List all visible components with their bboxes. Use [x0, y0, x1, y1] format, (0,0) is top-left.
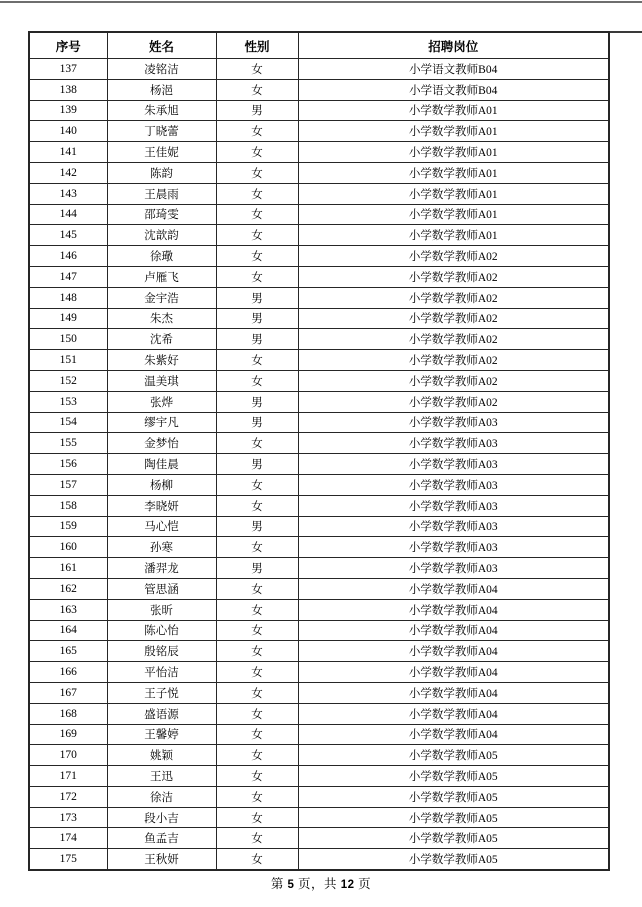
- cell-position: 小学数学教师A03: [298, 412, 609, 433]
- cell-position: 小学数学教师A05: [298, 745, 609, 766]
- table-row: [29, 204, 609, 225]
- table-row: [29, 308, 609, 329]
- cell-gender: 女: [216, 599, 298, 620]
- cell-position: 小学数学教师A03: [298, 433, 609, 454]
- cell-index: 174: [29, 828, 107, 849]
- cell-name: 沈希: [107, 329, 216, 350]
- table-row: [29, 433, 609, 454]
- cell-index: 148: [29, 287, 107, 308]
- cell-index: 170: [29, 745, 107, 766]
- cell-index: 172: [29, 786, 107, 807]
- cell-gender: 女: [216, 537, 298, 558]
- cell-gender: 男: [216, 454, 298, 475]
- cell-name: 徐璥: [107, 246, 216, 267]
- cell-index: 167: [29, 682, 107, 703]
- cell-index: 156: [29, 454, 107, 475]
- cell-gender: 女: [216, 828, 298, 849]
- cell-position: 小学数学教师A05: [298, 828, 609, 849]
- cell-name: 殷铭辰: [107, 641, 216, 662]
- cell-gender: 女: [216, 682, 298, 703]
- cell-index: 173: [29, 807, 107, 828]
- cell-gender: 女: [216, 495, 298, 516]
- cell-name: 杨浥: [107, 79, 216, 100]
- table-row: [29, 599, 609, 620]
- cell-position: 小学数学教师A01: [298, 225, 609, 246]
- table-row: [29, 59, 609, 80]
- table-row: [29, 412, 609, 433]
- cell-index: 141: [29, 142, 107, 163]
- table-row: [29, 703, 609, 724]
- cell-position: 小学数学教师A01: [298, 204, 609, 225]
- table-row: [29, 121, 609, 142]
- table-row: [29, 724, 609, 745]
- cell-position: 小学数学教师A03: [298, 495, 609, 516]
- cell-index: 137: [29, 59, 107, 80]
- footer-text-prefix: 第: [270, 877, 288, 891]
- cell-gender: 男: [216, 558, 298, 579]
- cell-name: 鱼孟吉: [107, 828, 216, 849]
- table-row: [29, 225, 609, 246]
- footer-text-suffix: 页: [354, 877, 372, 891]
- cell-name: 缪宇凡: [107, 412, 216, 433]
- table-row: [29, 474, 609, 495]
- cell-gender: 男: [216, 391, 298, 412]
- cell-gender: 男: [216, 287, 298, 308]
- cell-name: 盛语源: [107, 703, 216, 724]
- cell-gender: 女: [216, 142, 298, 163]
- cell-position: 小学数学教师A01: [298, 183, 609, 204]
- cell-gender: 女: [216, 703, 298, 724]
- table-row: [29, 391, 609, 412]
- cell-gender: 女: [216, 79, 298, 100]
- table-row: [29, 370, 609, 391]
- table-row: [29, 849, 609, 870]
- cell-name: 王馨婷: [107, 724, 216, 745]
- cell-index: 146: [29, 246, 107, 267]
- cell-name: 王子悦: [107, 682, 216, 703]
- cell-gender: 女: [216, 620, 298, 641]
- cell-position: 小学数学教师A04: [298, 662, 609, 683]
- cell-position: 小学数学教师A04: [298, 578, 609, 599]
- cell-index: 163: [29, 599, 107, 620]
- cell-index: 175: [29, 849, 107, 870]
- cell-position: 小学数学教师A03: [298, 537, 609, 558]
- cell-gender: 女: [216, 433, 298, 454]
- cell-gender: 女: [216, 246, 298, 267]
- table-row: [29, 578, 609, 599]
- cell-position: 小学语文教师B04: [298, 79, 609, 100]
- cell-index: 169: [29, 724, 107, 745]
- cell-name: 卢雁飞: [107, 266, 216, 287]
- cell-index: 162: [29, 578, 107, 599]
- table-row: [29, 454, 609, 475]
- table-body: [29, 59, 609, 871]
- table-row: [29, 682, 609, 703]
- cell-gender: 女: [216, 662, 298, 683]
- cell-index: 171: [29, 766, 107, 787]
- cell-name: 丁晓蕾: [107, 121, 216, 142]
- cell-name: 孙寒: [107, 537, 216, 558]
- cell-name: 邵琦雯: [107, 204, 216, 225]
- table-header-row: [29, 32, 609, 59]
- cell-index: 145: [29, 225, 107, 246]
- cell-name: 李晓妍: [107, 495, 216, 516]
- cell-position: 小学数学教师A02: [298, 246, 609, 267]
- table-row: [29, 246, 609, 267]
- cell-position: 小学语文教师B04: [298, 59, 609, 80]
- cell-position: 小学数学教师A04: [298, 724, 609, 745]
- cell-name: 姚颖: [107, 745, 216, 766]
- table-row: [29, 620, 609, 641]
- column-header-position: 招聘岗位: [298, 32, 609, 59]
- cell-name: 沈歆韵: [107, 225, 216, 246]
- cell-position: 小学数学教师A05: [298, 807, 609, 828]
- cell-position: 小学数学教师A03: [298, 516, 609, 537]
- cell-gender: 女: [216, 474, 298, 495]
- cell-name: 马心恺: [107, 516, 216, 537]
- cell-position: 小学数学教师A02: [298, 370, 609, 391]
- column-header-name: 姓名: [107, 32, 216, 59]
- cell-position: 小学数学教师A05: [298, 786, 609, 807]
- cell-index: 140: [29, 121, 107, 142]
- cell-position: 小学数学教师A03: [298, 454, 609, 475]
- cell-index: 160: [29, 537, 107, 558]
- table-row: [29, 183, 609, 204]
- cell-index: 164: [29, 620, 107, 641]
- cell-index: 166: [29, 662, 107, 683]
- table-row: [29, 558, 609, 579]
- cell-index: 161: [29, 558, 107, 579]
- cell-index: 143: [29, 183, 107, 204]
- cell-name: 王迅: [107, 766, 216, 787]
- cell-name: 徐洁: [107, 786, 216, 807]
- table-row: [29, 828, 609, 849]
- cell-index: 154: [29, 412, 107, 433]
- cell-position: 小学数学教师A01: [298, 100, 609, 121]
- page-footer: [0, 874, 642, 892]
- cell-gender: 男: [216, 100, 298, 121]
- cell-gender: 女: [216, 786, 298, 807]
- cell-position: 小学数学教师A04: [298, 599, 609, 620]
- cell-position: 小学数学教师A04: [298, 620, 609, 641]
- cell-name: 张烨: [107, 391, 216, 412]
- table-row: [29, 537, 609, 558]
- cell-gender: 女: [216, 59, 298, 80]
- cell-gender: 女: [216, 121, 298, 142]
- cell-name: 管思涵: [107, 578, 216, 599]
- table-row: [29, 287, 609, 308]
- cell-index: 152: [29, 370, 107, 391]
- cell-name: 王佳妮: [107, 142, 216, 163]
- cell-position: 小学数学教师A05: [298, 849, 609, 870]
- cell-position: 小学数学教师A04: [298, 703, 609, 724]
- cell-name: 平怡洁: [107, 662, 216, 683]
- cell-gender: 女: [216, 641, 298, 662]
- table-row: [29, 495, 609, 516]
- cell-index: 155: [29, 433, 107, 454]
- cell-position: 小学数学教师A03: [298, 474, 609, 495]
- cell-position: 小学数学教师A05: [298, 766, 609, 787]
- cell-gender: 女: [216, 204, 298, 225]
- cell-index: 144: [29, 204, 107, 225]
- cell-position: 小学数学教师A03: [298, 558, 609, 579]
- footer-text-mid: 页，共: [294, 877, 341, 891]
- table-row: [29, 162, 609, 183]
- cell-gender: 女: [216, 578, 298, 599]
- cell-gender: 男: [216, 308, 298, 329]
- cell-name: 朱杰: [107, 308, 216, 329]
- cell-gender: 男: [216, 412, 298, 433]
- cell-gender: 女: [216, 724, 298, 745]
- cell-gender: 男: [216, 516, 298, 537]
- cell-index: 165: [29, 641, 107, 662]
- table-row: [29, 641, 609, 662]
- cell-position: 小学数学教师A04: [298, 641, 609, 662]
- cell-index: 139: [29, 100, 107, 121]
- cell-position: 小学数学教师A01: [298, 162, 609, 183]
- cell-name: 王晨雨: [107, 183, 216, 204]
- table-row: [29, 350, 609, 371]
- cell-gender: 女: [216, 162, 298, 183]
- cell-index: 153: [29, 391, 107, 412]
- cell-index: 168: [29, 703, 107, 724]
- table-row: [29, 662, 609, 683]
- table-row: [29, 766, 609, 787]
- cell-index: 142: [29, 162, 107, 183]
- footer-page-number: 5: [287, 879, 295, 891]
- cell-index: 150: [29, 329, 107, 350]
- cell-position: 小学数学教师A02: [298, 329, 609, 350]
- cell-name: 张昕: [107, 599, 216, 620]
- table-row: [29, 745, 609, 766]
- cell-gender: 女: [216, 266, 298, 287]
- cell-index: 147: [29, 266, 107, 287]
- cell-gender: 女: [216, 745, 298, 766]
- cell-name: 陶佳晨: [107, 454, 216, 475]
- cell-index: 159: [29, 516, 107, 537]
- cell-position: 小学数学教师A02: [298, 308, 609, 329]
- cell-name: 朱承旭: [107, 100, 216, 121]
- cell-name: 金梦怡: [107, 433, 216, 454]
- cell-gender: 女: [216, 766, 298, 787]
- cell-name: 潘羿龙: [107, 558, 216, 579]
- cell-index: 151: [29, 350, 107, 371]
- table-row: [29, 79, 609, 100]
- cell-name: 段小吉: [107, 807, 216, 828]
- table-row: [29, 807, 609, 828]
- column-header-gender: 性别: [216, 32, 298, 59]
- cell-name: 朱紫好: [107, 350, 216, 371]
- cell-gender: 男: [216, 329, 298, 350]
- cell-gender: 女: [216, 807, 298, 828]
- cell-gender: 女: [216, 183, 298, 204]
- cell-index: 149: [29, 308, 107, 329]
- table-row: [29, 266, 609, 287]
- cell-index: 138: [29, 79, 107, 100]
- table-row: [29, 329, 609, 350]
- recruitment-roster-table: [28, 31, 610, 871]
- cell-index: 158: [29, 495, 107, 516]
- cell-position: 小学数学教师A02: [298, 287, 609, 308]
- cell-position: 小学数学教师A01: [298, 142, 609, 163]
- table-row: [29, 786, 609, 807]
- cell-name: 金宇浩: [107, 287, 216, 308]
- cell-position: 小学数学教师A04: [298, 682, 609, 703]
- cell-name: 杨柳: [107, 474, 216, 495]
- cell-position: 小学数学教师A02: [298, 266, 609, 287]
- table-row: [29, 142, 609, 163]
- cell-name: 陈心怡: [107, 620, 216, 641]
- table-row: [29, 516, 609, 537]
- cell-index: 157: [29, 474, 107, 495]
- cell-position: 小学数学教师A02: [298, 350, 609, 371]
- cell-gender: 女: [216, 350, 298, 371]
- cell-name: 凌铭洁: [107, 59, 216, 80]
- cell-name: 陈韵: [107, 162, 216, 183]
- cell-name: 王秋妍: [107, 849, 216, 870]
- window-top-border: [0, 1, 642, 3]
- cell-gender: 女: [216, 370, 298, 391]
- cell-position: 小学数学教师A02: [298, 391, 609, 412]
- cell-name: 温美琪: [107, 370, 216, 391]
- cell-position: 小学数学教师A01: [298, 121, 609, 142]
- cell-gender: 女: [216, 849, 298, 870]
- table-row: [29, 100, 609, 121]
- column-header-index: 序号: [29, 32, 107, 59]
- footer-total-pages: 12: [340, 879, 355, 891]
- cell-gender: 女: [216, 225, 298, 246]
